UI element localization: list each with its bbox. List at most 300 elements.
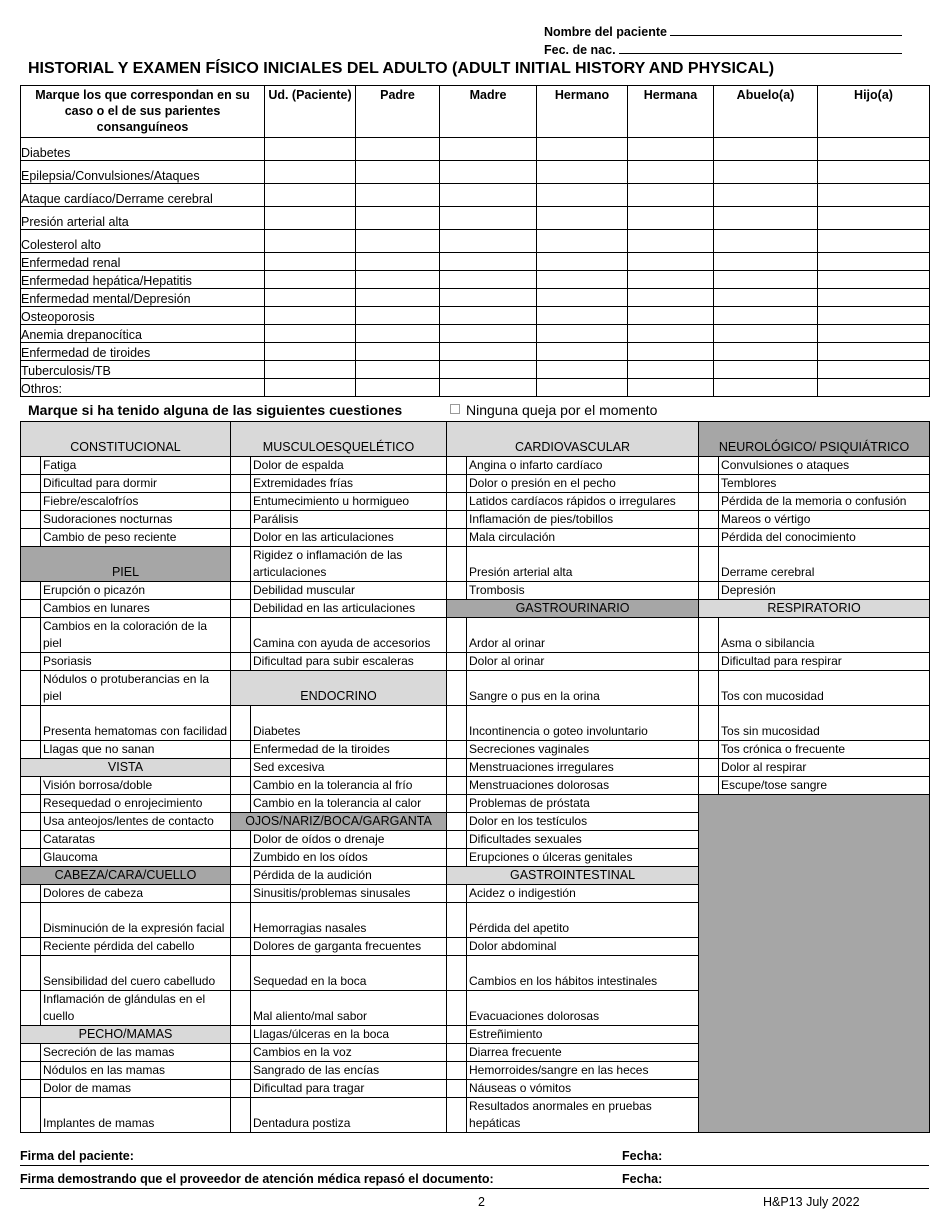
fh-check-cell[interactable] — [440, 253, 537, 271]
symptom-label: Resequedad o enrojecimiento — [41, 795, 231, 813]
symptom-checkbox[interactable] — [231, 741, 251, 759]
section-header: OJOS/NARIZ/BOCA/GARGANTA — [231, 813, 447, 831]
symptom-checkbox[interactable] — [231, 777, 251, 795]
symptom-label: Diarrea frecuente — [467, 1044, 699, 1062]
symptom-label: Ardor al orinar — [467, 618, 699, 653]
fh-check-cell[interactable] — [714, 161, 818, 184]
fh-check-cell[interactable] — [628, 138, 714, 161]
symptom-checkbox[interactable] — [231, 475, 251, 493]
symptom-label: Pérdida de la audición — [251, 867, 447, 885]
symptom-checkbox[interactable] — [231, 795, 251, 813]
symptom-checkbox[interactable] — [231, 831, 251, 849]
fh-check-cell[interactable] — [265, 307, 356, 325]
fh-check-cell[interactable] — [714, 361, 818, 379]
symptom-checkbox[interactable] — [231, 653, 251, 671]
symptom-row — [21, 547, 930, 582]
fh-check-cell[interactable] — [356, 161, 440, 184]
symptom-label: Enfermedad de la tiroides — [251, 741, 447, 759]
symptom-label: Psoriasis — [41, 653, 231, 671]
fh-check-cell[interactable] — [440, 307, 537, 325]
fh-check-cell[interactable] — [714, 289, 818, 307]
fh-check-cell[interactable] — [537, 230, 628, 253]
symptom-row — [21, 582, 930, 600]
symptom-row — [21, 422, 930, 457]
symptom-checkbox[interactable] — [447, 938, 467, 956]
symptom-checkbox[interactable] — [231, 956, 251, 991]
fh-check-cell[interactable] — [818, 184, 930, 207]
symptom-label: Sinusitis/problemas sinusales — [251, 885, 447, 903]
symptom-checkbox[interactable] — [447, 1044, 467, 1062]
symptom-checkbox[interactable] — [231, 493, 251, 511]
symptom-label: Angina o infarto cardíaco — [467, 457, 699, 475]
fh-row — [21, 379, 930, 397]
no-complaints-option[interactable] — [450, 402, 657, 418]
fh-check-cell[interactable] — [356, 138, 440, 161]
fh-check-cell[interactable] — [440, 207, 537, 230]
fh-row — [21, 343, 930, 361]
fh-condition-label: Enfermedad renal — [21, 253, 265, 271]
provider-signature-row[interactable] — [20, 1166, 929, 1189]
symptom-checkbox[interactable] — [21, 849, 41, 867]
fh-check-cell[interactable] — [714, 207, 818, 230]
symptom-checkbox[interactable] — [447, 1098, 467, 1133]
symptom-checkbox[interactable] — [447, 813, 467, 831]
patient-signature-row[interactable] — [20, 1143, 929, 1166]
fh-check-cell[interactable] — [537, 289, 628, 307]
fh-check-cell[interactable] — [537, 325, 628, 343]
symptom-checkbox[interactable] — [21, 582, 41, 600]
symptom-checkbox[interactable] — [447, 706, 467, 741]
symptom-checkbox[interactable] — [231, 759, 251, 777]
symptom-checkbox[interactable] — [231, 849, 251, 867]
symptom-checkbox[interactable] — [21, 831, 41, 849]
page-title: HISTORIAL Y EXAMEN FÍSICO INICIALES DEL ADULTO (ADULT INITIAL HISTORY AND PHYSICAL) — [28, 60, 775, 77]
fh-check-cell[interactable] — [440, 343, 537, 361]
symptom-label: Sangre o pus en la orina — [467, 671, 699, 706]
symptom-label: Dificultad para tragar — [251, 1080, 447, 1098]
fh-condition-label: Enfermedad hepática/Hepatitis — [21, 271, 265, 289]
symptom-checkbox[interactable] — [447, 795, 467, 813]
fh-check-cell[interactable] — [818, 271, 930, 289]
symptom-checkbox[interactable] — [447, 777, 467, 795]
symptom-label: Rigidez o inflamación de las articulaciones — [251, 547, 447, 582]
fh-check-cell[interactable] — [265, 184, 356, 207]
symptom-checkbox[interactable] — [699, 475, 719, 493]
symptom-checkbox[interactable] — [231, 618, 251, 653]
symptom-row — [21, 706, 930, 741]
symptom-checkbox[interactable] — [447, 759, 467, 777]
fh-check-cell[interactable] — [440, 230, 537, 253]
patient-signature-label: Firma del paciente: — [20, 1149, 134, 1163]
symptom-checkbox[interactable] — [447, 653, 467, 671]
fh-column-header: Ud. (Paciente) — [265, 86, 356, 138]
symptom-label: Mal aliento/mal sabor — [251, 991, 447, 1026]
symptom-label: Secreciones vaginales — [467, 741, 699, 759]
family-history-table — [20, 85, 930, 397]
symptom-checkbox[interactable] — [21, 618, 41, 653]
fh-row — [21, 325, 930, 343]
dob-line[interactable] — [619, 41, 902, 54]
fh-check-cell[interactable] — [440, 289, 537, 307]
symptom-row — [21, 600, 930, 618]
symptom-checkbox[interactable] — [21, 511, 41, 529]
symptom-checkbox[interactable] — [231, 903, 251, 938]
symptom-label: Derrame cerebral — [719, 547, 930, 582]
symptom-label: Secreción de las mamas — [41, 1044, 231, 1062]
symptom-checkbox[interactable] — [699, 671, 719, 706]
symptom-checkbox[interactable] — [447, 1062, 467, 1080]
symptom-checkbox[interactable] — [699, 618, 719, 653]
fh-check-cell[interactable] — [537, 207, 628, 230]
fh-check-cell[interactable] — [440, 271, 537, 289]
symptom-label: Latidos cardíacos rápidos o irregulares — [467, 493, 699, 511]
symptom-label: Llagas que no sanan — [41, 741, 231, 759]
dob-field[interactable] — [544, 41, 902, 57]
fh-check-cell[interactable] — [265, 207, 356, 230]
symptom-checkbox[interactable] — [447, 741, 467, 759]
symptom-checkbox[interactable] — [21, 653, 41, 671]
fh-check-cell[interactable] — [714, 379, 818, 397]
symptom-label: Presión arterial alta — [467, 547, 699, 582]
symptom-checkbox[interactable] — [231, 582, 251, 600]
symptom-checkbox[interactable] — [21, 885, 41, 903]
provider-date-label: Fecha: — [622, 1172, 663, 1186]
symptom-checkbox[interactable] — [447, 582, 467, 600]
fh-condition-label: Enfermedad de tiroides — [21, 343, 265, 361]
symptom-checkbox[interactable] — [21, 1044, 41, 1062]
symptom-label: Cambio en la tolerancia al calor — [251, 795, 447, 813]
fh-check-cell[interactable] — [537, 343, 628, 361]
fh-check-cell[interactable] — [356, 343, 440, 361]
symptom-label: Disminución de la expresión facial — [41, 903, 231, 938]
symptom-label: Problemas de próstata — [467, 795, 699, 813]
fh-check-cell[interactable] — [537, 379, 628, 397]
fh-check-cell[interactable] — [265, 325, 356, 343]
symptom-checkbox[interactable] — [21, 777, 41, 795]
fh-check-cell[interactable] — [818, 307, 930, 325]
symptom-label: Camina con ayuda de accesorios — [251, 618, 447, 653]
section-header: PECHO/MAMAS — [21, 1026, 231, 1044]
fh-check-cell[interactable] — [265, 289, 356, 307]
symptom-label: Dolores de garganta frecuentes — [251, 938, 447, 956]
symptom-row — [21, 795, 930, 813]
fh-check-cell[interactable] — [628, 361, 714, 379]
fh-check-cell[interactable] — [537, 184, 628, 207]
symptom-checkbox[interactable] — [447, 849, 467, 867]
symptom-label: Extremidades frías — [251, 475, 447, 493]
symptom-checkbox[interactable] — [231, 867, 251, 885]
symptom-label: Dolor o presión en el pecho — [467, 475, 699, 493]
symptom-checkbox[interactable] — [231, 529, 251, 547]
symptom-checkbox[interactable] — [699, 653, 719, 671]
symptom-label: Usa anteojos/lentes de contacto — [41, 813, 231, 831]
symptom-label: Debilidad en las articulaciones — [251, 600, 447, 618]
symptom-checkbox[interactable] — [21, 956, 41, 991]
fh-check-cell[interactable] — [440, 161, 537, 184]
fh-check-cell[interactable] — [714, 307, 818, 325]
fh-check-cell[interactable] — [818, 138, 930, 161]
symptom-checkbox[interactable] — [21, 529, 41, 547]
symptom-label: Trombosis — [467, 582, 699, 600]
fh-check-cell[interactable] — [628, 161, 714, 184]
fh-check-cell[interactable] — [628, 253, 714, 271]
fh-check-cell[interactable] — [265, 271, 356, 289]
fh-check-cell[interactable] — [818, 253, 930, 271]
symptom-checkbox[interactable] — [21, 795, 41, 813]
fh-row — [21, 307, 930, 325]
fh-row — [21, 230, 930, 253]
symptom-checkbox[interactable] — [21, 457, 41, 475]
symptom-checkbox[interactable] — [231, 706, 251, 741]
fh-check-cell[interactable] — [628, 325, 714, 343]
symptom-checkbox[interactable] — [21, 1098, 41, 1133]
fh-check-cell[interactable] — [818, 343, 930, 361]
fh-check-cell[interactable] — [628, 230, 714, 253]
symptom-checkbox[interactable] — [21, 938, 41, 956]
fh-check-cell[interactable] — [356, 325, 440, 343]
fh-check-cell[interactable] — [265, 361, 356, 379]
symptom-checkbox[interactable] — [21, 903, 41, 938]
fh-check-cell[interactable] — [628, 307, 714, 325]
symptom-row — [21, 671, 930, 706]
symptom-checkbox[interactable] — [21, 706, 41, 741]
symptom-checkbox[interactable] — [231, 511, 251, 529]
fh-check-cell[interactable] — [356, 207, 440, 230]
symptom-checkbox[interactable] — [447, 671, 467, 706]
symptom-label: Estreñimiento — [467, 1026, 699, 1044]
symptom-label: Cambios en lunares — [41, 600, 231, 618]
symptom-checkbox[interactable] — [231, 991, 251, 1026]
symptom-checkbox[interactable] — [699, 511, 719, 529]
fh-column-header: Madre — [440, 86, 537, 138]
symptom-checkbox[interactable] — [447, 956, 467, 991]
fh-check-cell[interactable] — [356, 230, 440, 253]
symptom-checkbox[interactable] — [21, 1080, 41, 1098]
symptom-label: Cambios en la voz — [251, 1044, 447, 1062]
fh-check-cell[interactable] — [356, 379, 440, 397]
symptom-label: Visión borrosa/doble — [41, 777, 231, 795]
symptom-label: Fatiga — [41, 457, 231, 475]
symptom-label: Tos crónica o frecuente — [719, 741, 930, 759]
fh-column-header: Padre — [356, 86, 440, 138]
shaded-empty-area — [699, 795, 930, 1133]
symptom-label: Depresión — [719, 582, 930, 600]
symptom-checkbox[interactable] — [231, 938, 251, 956]
symptom-checkbox[interactable] — [231, 1062, 251, 1080]
symptom-checkbox[interactable] — [447, 457, 467, 475]
symptom-label: Dolor al respirar — [719, 759, 930, 777]
symptom-label: Dolor al orinar — [467, 653, 699, 671]
fh-check-cell[interactable] — [628, 343, 714, 361]
fh-check-cell[interactable] — [440, 184, 537, 207]
symptom-checkbox[interactable] — [447, 1026, 467, 1044]
symptoms-prompt: Marque si ha tenido alguna de las siguientes cuestiones — [28, 402, 403, 418]
symptom-checkbox[interactable] — [447, 831, 467, 849]
symptom-label: Acidez o indigestión — [467, 885, 699, 903]
fh-check-cell[interactable] — [714, 184, 818, 207]
symptom-row — [21, 493, 930, 511]
symptom-label: Menstruaciones irregulares — [467, 759, 699, 777]
symptom-checkbox[interactable] — [447, 511, 467, 529]
fh-check-cell[interactable] — [818, 361, 930, 379]
fh-check-cell[interactable] — [537, 307, 628, 325]
fh-check-cell[interactable] — [265, 379, 356, 397]
symptom-checkbox[interactable] — [699, 529, 719, 547]
fh-condition-label: Epilepsia/Convulsiones/Ataques — [21, 161, 265, 184]
fh-row — [21, 184, 930, 207]
fh-check-cell[interactable] — [265, 343, 356, 361]
symptom-checkbox[interactable] — [699, 582, 719, 600]
fh-column-header: Hermano — [537, 86, 628, 138]
fh-check-cell[interactable] — [628, 207, 714, 230]
symptom-label: Implantes de mamas — [41, 1098, 231, 1133]
symptom-label: Dificultad para respirar — [719, 653, 930, 671]
fh-check-cell[interactable] — [265, 138, 356, 161]
symptom-checkbox[interactable] — [231, 1098, 251, 1133]
symptom-checkbox[interactable] — [699, 759, 719, 777]
fh-check-cell[interactable] — [265, 161, 356, 184]
fh-check-cell[interactable] — [537, 138, 628, 161]
symptom-label: Mala circulación — [467, 529, 699, 547]
patient-name-label: Nombre del paciente — [544, 25, 667, 39]
symptom-checkbox[interactable] — [447, 493, 467, 511]
symptom-label: Convulsiones o ataques — [719, 457, 930, 475]
fh-check-cell[interactable] — [356, 289, 440, 307]
symptom-checkbox[interactable] — [699, 741, 719, 759]
fh-check-cell[interactable] — [265, 253, 356, 271]
fh-check-cell[interactable] — [628, 271, 714, 289]
fh-check-cell[interactable] — [714, 343, 818, 361]
section-header: GASTROINTESTINAL — [447, 867, 699, 885]
fh-check-cell[interactable] — [440, 361, 537, 379]
fh-row — [21, 271, 930, 289]
symptom-checkbox[interactable] — [231, 600, 251, 618]
fh-check-cell[interactable] — [628, 184, 714, 207]
section-header: NEUROLÓGICO/ PSIQUIÁTRICO — [699, 422, 930, 457]
patient-name-field[interactable] — [544, 23, 902, 39]
symptom-label: Temblores — [719, 475, 930, 493]
symptom-label: Pérdida del conocimiento — [719, 529, 930, 547]
symptom-checkbox[interactable] — [447, 1080, 467, 1098]
symptom-row — [21, 618, 930, 653]
symptom-checkbox[interactable] — [447, 529, 467, 547]
fh-check-cell[interactable] — [356, 307, 440, 325]
fh-condition-label: Tuberculosis/TB — [21, 361, 265, 379]
symptom-checkbox[interactable] — [447, 475, 467, 493]
fh-check-cell[interactable] — [440, 138, 537, 161]
fh-condition-label: Presión arterial alta — [21, 207, 265, 230]
patient-name-line[interactable] — [670, 23, 902, 36]
fh-check-cell[interactable] — [818, 230, 930, 253]
symptom-checkbox[interactable] — [21, 1062, 41, 1080]
symptom-label: Menstruaciones dolorosas — [467, 777, 699, 795]
symptom-checkbox[interactable] — [21, 493, 41, 511]
symptom-checkbox[interactable] — [699, 457, 719, 475]
fh-condition-label: Ataque cardíaco/Derrame cerebral — [21, 184, 265, 207]
symptom-checkbox[interactable] — [699, 777, 719, 795]
symptom-checkbox[interactable] — [699, 493, 719, 511]
symptom-label: Nódulos o protuberancias en la piel — [41, 671, 231, 706]
fh-check-cell[interactable] — [714, 271, 818, 289]
symptom-checkbox[interactable] — [447, 547, 467, 582]
symptom-label: Inflamación de pies/tobillos — [467, 511, 699, 529]
symptom-row — [21, 457, 930, 475]
symptom-label: Glaucoma — [41, 849, 231, 867]
fh-check-cell[interactable] — [537, 253, 628, 271]
fh-check-cell[interactable] — [714, 253, 818, 271]
fh-check-cell[interactable] — [818, 325, 930, 343]
fh-check-cell[interactable] — [356, 184, 440, 207]
symptom-checkbox[interactable] — [231, 547, 251, 582]
fh-row — [21, 289, 930, 307]
symptom-checkbox[interactable] — [231, 457, 251, 475]
symptom-label: Entumecimiento u hormigueo — [251, 493, 447, 511]
symptom-checkbox[interactable] — [231, 1044, 251, 1062]
fh-check-cell[interactable] — [628, 379, 714, 397]
symptom-checkbox[interactable] — [21, 813, 41, 831]
fh-check-cell[interactable] — [356, 253, 440, 271]
symptom-checkbox[interactable] — [699, 547, 719, 582]
symptom-label: Hemorragias nasales — [251, 903, 447, 938]
fh-check-cell[interactable] — [356, 271, 440, 289]
symptom-checkbox[interactable] — [21, 600, 41, 618]
symptom-checkbox[interactable] — [231, 1080, 251, 1098]
fh-check-cell[interactable] — [440, 325, 537, 343]
symptom-label: Fiebre/escalofríos — [41, 493, 231, 511]
symptom-label: Presenta hematomas con facilidad — [41, 706, 231, 741]
symptom-checkbox[interactable] — [21, 475, 41, 493]
symptom-checkbox[interactable] — [231, 885, 251, 903]
symptom-label: Náuseas o vómitos — [467, 1080, 699, 1098]
fh-condition-label: Othros: — [21, 379, 265, 397]
symptom-label: Sequedad en la boca — [251, 956, 447, 991]
symptom-label: Sensibilidad del cuero cabelludo — [41, 956, 231, 991]
fh-check-cell[interactable] — [537, 161, 628, 184]
fh-check-cell[interactable] — [440, 379, 537, 397]
fh-check-cell[interactable] — [714, 230, 818, 253]
symptom-checkbox[interactable] — [447, 991, 467, 1026]
symptom-checkbox[interactable] — [21, 671, 41, 706]
symptom-checkbox[interactable] — [447, 885, 467, 903]
fh-check-cell[interactable] — [818, 379, 930, 397]
symptom-checkbox[interactable] — [447, 903, 467, 938]
fh-check-cell[interactable] — [714, 325, 818, 343]
symptom-label: Incontinencia o goteo involuntario — [467, 706, 699, 741]
fh-check-cell[interactable] — [537, 271, 628, 289]
symptom-row — [21, 475, 930, 493]
symptom-checkbox[interactable] — [21, 741, 41, 759]
fh-check-cell[interactable] — [818, 289, 930, 307]
symptom-label: Erupciones o úlceras genitales — [467, 849, 699, 867]
symptom-label: Dolor en las articulaciones — [251, 529, 447, 547]
symptom-checkbox[interactable] — [231, 1026, 251, 1044]
fh-check-cell[interactable] — [265, 230, 356, 253]
no-complaints-checkbox[interactable] — [450, 404, 460, 414]
fh-check-cell[interactable] — [356, 361, 440, 379]
fh-row — [21, 161, 930, 184]
symptom-checkbox[interactable] — [21, 991, 41, 1026]
fh-check-cell[interactable] — [818, 207, 930, 230]
symptom-label: Dolor de espalda — [251, 457, 447, 475]
symptom-checkbox[interactable] — [699, 706, 719, 741]
fh-check-cell[interactable] — [714, 138, 818, 161]
fh-check-cell[interactable] — [628, 289, 714, 307]
fh-check-cell[interactable] — [818, 161, 930, 184]
symptom-checkbox[interactable] — [447, 618, 467, 653]
symptom-label: Tos sin mucosidad — [719, 706, 930, 741]
symptom-label: Dificultad para dormir — [41, 475, 231, 493]
fh-check-cell[interactable] — [537, 361, 628, 379]
